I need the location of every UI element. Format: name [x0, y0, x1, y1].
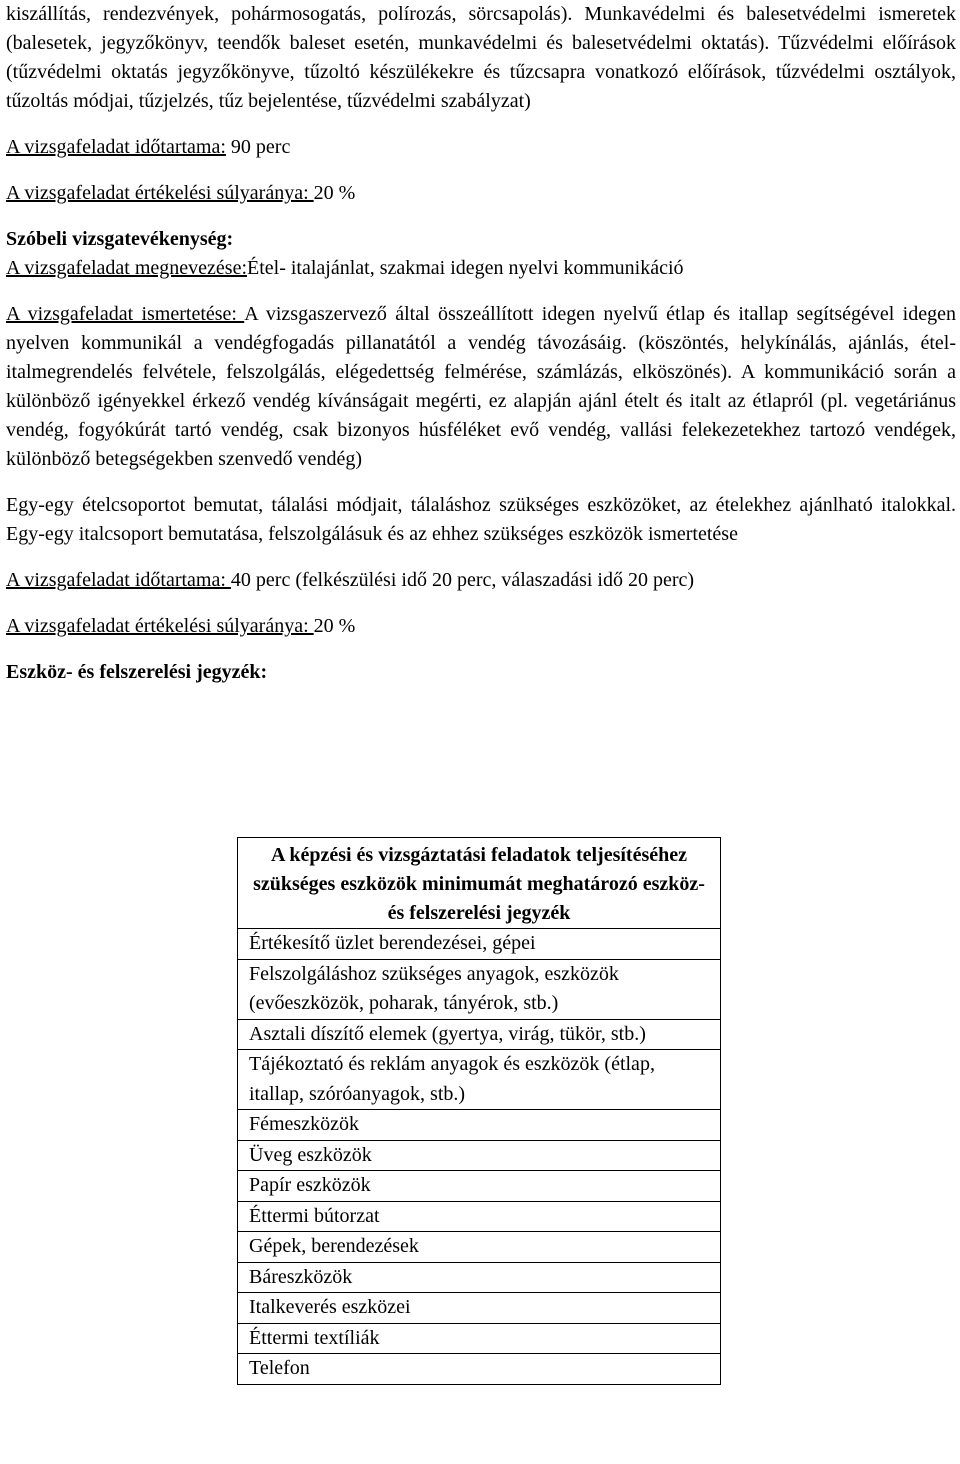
equipment-item: Telefon [238, 1354, 721, 1385]
equipment-table-row [238, 1110, 721, 1141]
oral-weight-label: A vizsgafeladat értékelési súlyaránya: [6, 615, 314, 637]
equipment-table [237, 837, 721, 1385]
equipment-item: Éttermi textíliák [238, 1323, 721, 1354]
oral-task-description [6, 300, 956, 474]
oral-weight-value: 20 % [313, 615, 356, 637]
document-page [6, 0, 956, 687]
equipment-item: Báreszközök [238, 1262, 721, 1293]
equipment-table-row [238, 1293, 721, 1324]
equipment-table-header-row [238, 838, 721, 929]
written-weight-label: A vizsgafeladat értékelési súlyaránya: [6, 182, 314, 204]
equipment-table-header: A képzési és vizsgáztatási feladatok teljesítéséhez szükséges eszközök minimumát meghatározó eszköz- és felszerelési jegyzék [238, 838, 721, 929]
written-duration [6, 133, 956, 162]
equipment-item: Asztali díszítő elemek (gyertya, virág, tükör, stb.) [238, 1019, 721, 1050]
equipment-item: Éttermi bútorzat [238, 1201, 721, 1232]
equipment-item: Papír eszközök [238, 1171, 721, 1202]
oral-task-description-value: A vizsgaszervező által összeállított idegen nyelvű étlap és itallap segítségével idegen nyelven kommunikál a vendégfogadás pillanatától a vendég távozásáig. (köszöntés, helykínálás, ajánlás, étel- italmegrendelés felvétele, felszolgálás, elégedettség felmérése, számlázás, elköszönés). A kommunikáció során a különböző igényekkel érkező vendég kívánságait megérti, ez alapján ajánl ételt és italt az étlapról (pl. vegetáriánus vendég, fogyókúrát tartó vendég, csak bizonyos húsféléket evő vendég, vallási felekezetekhez tartozó vendégek, különböző betegségekben szenvedő vendég) [6, 303, 956, 470]
oral-task-name-value: Étel- italajánlat, szakmai idegen nyelvi kommunikáció [247, 257, 684, 279]
equipment-table-row [238, 1019, 721, 1050]
oral-task-name-label: A vizsgafeladat megnevezése: [6, 257, 247, 279]
equipment-table-row [238, 1201, 721, 1232]
oral-duration-label: A vizsgafeladat időtartama: [6, 569, 231, 591]
equipment-item: Értékesítő üzlet berendezései, gépei [238, 929, 721, 960]
equipment-item: Üveg eszközök [238, 1140, 721, 1171]
equipment-item: Felszolgáláshoz szükséges anyagok, eszközök (evőeszközök, poharak, tányérok, stb.) [238, 959, 721, 1019]
equipment-item: Gépek, berendezések [238, 1232, 721, 1263]
equipment-table-row [238, 1262, 721, 1293]
equipment-item: Italkeverés eszközei [238, 1293, 721, 1324]
oral-heading: Szóbeli vizsgatevékenység: [6, 228, 234, 250]
oral-duration-value: 40 perc (felkészülési idő 20 perc, válaszadási idő 20 perc) [230, 569, 695, 591]
equipment-table-row [238, 1171, 721, 1202]
oral-task-name [6, 254, 956, 283]
oral-task-description-label: A vizsgafeladat ismertetése: [6, 303, 245, 325]
oral-weight [6, 612, 956, 641]
equipment-table-row [238, 1232, 721, 1263]
equipment-table-row [238, 1323, 721, 1354]
written-duration-label: A vizsgafeladat időtartama: [6, 136, 226, 158]
oral-duration [6, 566, 956, 595]
written-duration-value: 90 perc [225, 136, 291, 158]
equipment-table-row [238, 1354, 721, 1385]
equipment-item: Fémeszközök [238, 1110, 721, 1141]
equipment-table-row [238, 1140, 721, 1171]
equipment-heading: Eszköz- és felszerelési jegyzék: [6, 661, 268, 683]
intro-paragraph: kiszállítás, rendezvények, pohármosogatás, polírozás, sörcsapolás). Munkavédelmi és balesetvédelmi ismeretek (balesetek, jegyzőkönyv, teendők baleset esetén, munkavédelmi és balesetvédelmi oktatás). Tűzvédelmi előírások (tűzvédelmi oktatás jegyzőkönyve, tűzoltó készülékekre és tűzcsapra vonatkozó előírások, tűzvédelmi osztályok, tűzoltás módjai, tűzjelzés, tűz bejelentése, tűzvédelmi szabályzat) [6, 3, 956, 112]
equipment-table-row [238, 959, 721, 1019]
equipment-table-row [238, 1050, 721, 1110]
written-weight-value: 20 % [313, 182, 356, 204]
equipment-item: Tájékoztató és reklám anyagok és eszközök (étlap, itallap, szóróanyagok, stb.) [238, 1050, 721, 1110]
written-weight [6, 179, 956, 208]
equipment-table-row [238, 929, 721, 960]
oral-groups-paragraph: Egy-egy ételcsoportot bemutat, tálalási módjait, tálaláshoz szükséges eszközöket, az ételekhez ajánlható italokkal. Egy-egy italcsoport bemutatása, felszolgálásuk és az ehhez szükséges eszközök ismertetése [6, 494, 956, 545]
